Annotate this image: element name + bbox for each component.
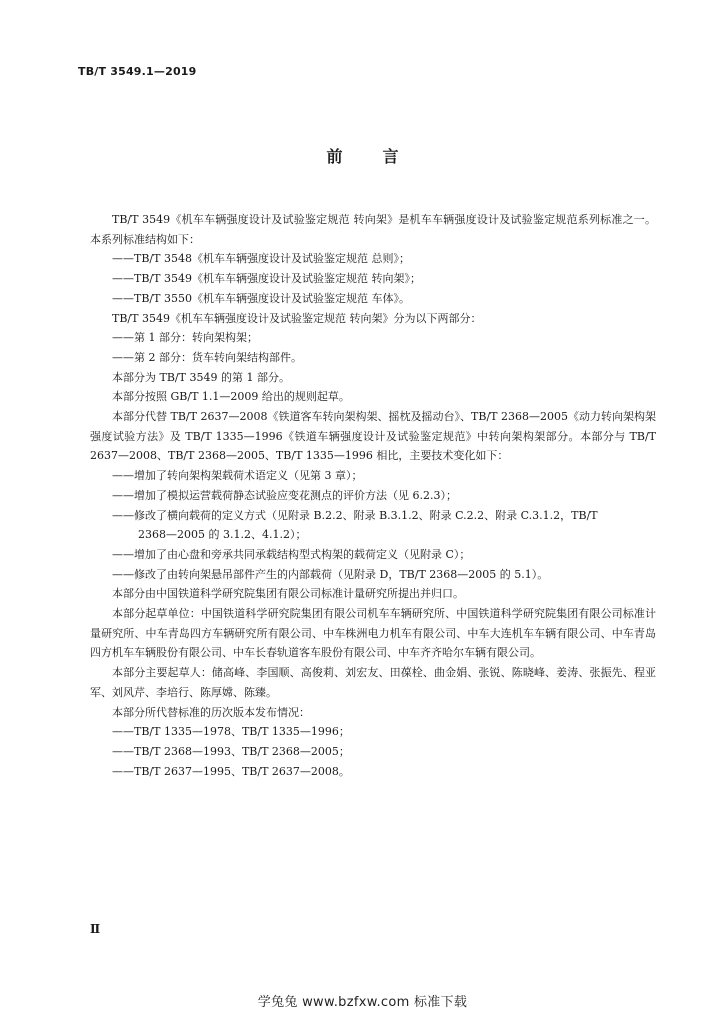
standard-code-header: TB/T 3549.1—2019 xyxy=(78,65,197,78)
series-item: ——TB/T 3549《机车车辆强度设计及试验鉴定规范 转向架》； xyxy=(112,272,421,286)
part-item: ——第 1 部分：转向架构架； xyxy=(112,331,258,345)
history-item: ——TB/T 2637—1995、TB/T 2637—2008。 xyxy=(112,764,350,778)
paragraph-drafting-rules: 本部分按照 GB/T 1.1—2009 给出的规则起草。 xyxy=(112,390,350,404)
paragraph-proposer: 本部分由中国铁道科学研究院集团有限公司标准计量研究所提出并归口。 xyxy=(112,587,464,601)
paragraph-replaces: 本部分代替 TB/T 2637—2008《铁道客车转向架构架、摇枕及摇动台》、TB/T 2368—2005《动力转向架构架强度试验方法》及 TB/T 1335—1996《铁道车辆强度设计及试验鉴定规范》中转向架构架部分。本部分与 TB/T 2637—2008、TB/T 2368—2005、TB/T 1335—1996 相比，主要技术变化如下： xyxy=(90,410,656,463)
paragraph-drafters: 本部分主要起草人：储高峰、李国顺、高俊莉、刘宏友、田葆栓、曲金娟、张锐、陈晓峰、姜涛、张振先、程亚军、刘风芹、李培行、陈厚嫦、陈臻。 xyxy=(90,666,656,699)
series-item: ——TB/T 3548《机车车辆强度设计及试验鉴定规范 总则》； xyxy=(112,252,410,266)
change-item: ——增加了由心盘和旁承共同承载结构型式构架的载荷定义（见附录 C）； xyxy=(112,547,471,561)
change-item: ——增加了转向架构架载荷术语定义（见第 3 章）； xyxy=(112,469,363,483)
paragraph-drafting-units: 本部分起草单位：中国铁道科学研究院集团有限公司机车车辆研究所、中国铁道科学研究院集团有限公司标准计量研究所、中车青岛四方车辆研究所有限公司、中车株洲电力机车有限公司、中车大连机车车辆有限公司、中车青岛四方机车车辆股份有限公司、中车长春轨道客车股份有限公司、中车齐齐哈尔车辆有限公司。 xyxy=(90,607,656,660)
paragraph-history-intro: 本部分所代替标准的历次版本发布情况： xyxy=(112,705,310,719)
change-item: ——修改了横向载荷的定义方式（见附录 B.2.2、附录 B.3.1.2、附录 C.2.2、附录 C.3.1.2，TB/T xyxy=(112,508,598,522)
series-item: ——TB/T 3550《机车车辆强度设计及试验鉴定规范 车体》。 xyxy=(112,291,410,305)
page-number: Ⅱ xyxy=(90,922,101,936)
watermark-footer: 学兔兔 www.bzfxw.com 标准下载 xyxy=(257,995,468,1010)
paragraph-parts-intro: TB/T 3549《机车车辆强度设计及试验鉴定规范 转向架》分为以下两部分： xyxy=(112,311,482,325)
paragraph-intro: TB/T 3549《机车车辆强度设计及试验鉴定规范 转向架》是机车车辆强度设计及试验鉴定规范系列标准之一。本系列标准结构如下： xyxy=(90,213,656,246)
change-item-continuation: 2368—2005 的 3.1.2、4.1.2）； xyxy=(138,528,307,542)
paragraph-part-number: 本部分为 TB/T 3549 的第 1 部分。 xyxy=(112,370,290,384)
foreword-body xyxy=(90,210,656,781)
change-item: ——增加了模拟运营载荷静态试验应变花测点的评价方法（见 6.2.3）； xyxy=(112,488,457,502)
history-item: ——TB/T 2368—1993、TB/T 2368—2005； xyxy=(112,744,350,758)
page-title: 前言 xyxy=(326,147,439,166)
change-item: ——修改了由转向架悬吊部件产生的内部载荷（见附录 D，TB/T 2368—2005 的 5.1）。 xyxy=(112,567,549,581)
part-item: ——第 2 部分：货车转向架结构部件。 xyxy=(112,350,302,364)
history-item: ——TB/T 1335—1978、TB/T 1335—1996； xyxy=(112,725,350,739)
